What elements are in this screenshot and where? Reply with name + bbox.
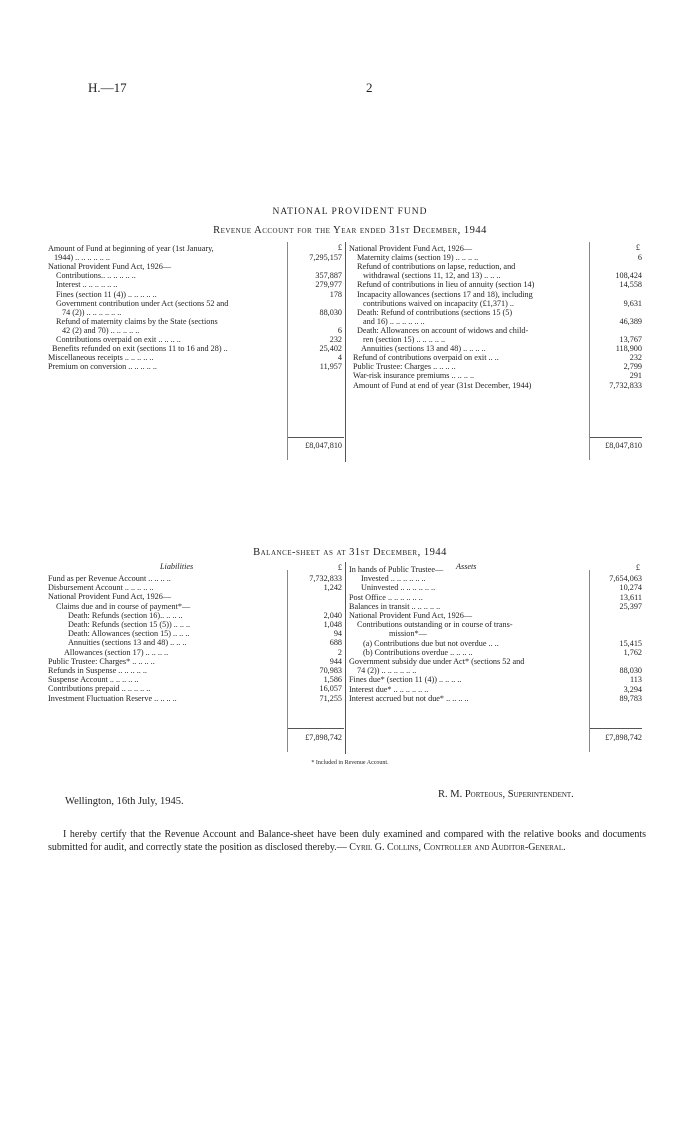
- balance-left-total-rule: [288, 728, 344, 729]
- revenue-left-row-amount: 11,957: [319, 362, 342, 372]
- revenue-right-row-label: Maternity claims (section 19) .. .. .. ..: [357, 253, 479, 263]
- balance-right-row-amount: 1,762: [623, 647, 642, 657]
- revenue-left-row-amount: 178: [329, 289, 342, 299]
- revenue-right-row-label: withdrawal (sections 11, 12, and 13) .. .. ..: [363, 271, 501, 281]
- balance-left-currency: £: [337, 563, 342, 572]
- revenue-left-row-label: Premium on conversion .. .. .. .. ..: [48, 362, 157, 372]
- revenue-right-row-label: War-risk insurance premiums .. .. .. ..: [353, 371, 475, 381]
- balance-left-row-amount: 1,048: [323, 620, 342, 629]
- revenue-divider: [345, 242, 346, 462]
- revenue-left-total: £8,047,810: [305, 441, 342, 450]
- revenue-left-row-label: Contributions.. .. .. .. .. ..: [56, 271, 136, 281]
- balance-left-row-label: Contributions prepaid .. .. .. .. ..: [48, 684, 151, 694]
- revenue-right-row-amount: 291: [629, 371, 642, 381]
- audit-certificate: [48, 828, 646, 854]
- balance-right-row-label: In hands of Public Trustee—: [349, 565, 444, 574]
- revenue-left-row-label: Contributions overpaid on exit .. .. .. ..: [56, 335, 181, 344]
- revenue-left-total-rule: [288, 437, 344, 438]
- balance-right-row-label: (b) Contributions overdue .. .. .. ..: [363, 647, 473, 657]
- revenue-right-row-amount: 232: [629, 353, 642, 363]
- balance-right-row-amount: 3,294: [623, 684, 642, 694]
- revenue-right-row-amount: 14,558: [619, 280, 642, 290]
- balance-left-row-label: National Provident Fund Act, 1926—: [48, 592, 172, 602]
- revenue-right-row-label: Death: Allowances on account of widows and child-: [357, 325, 529, 335]
- revenue-right-row-label: Annuities (sections 13 and 48) .. .. .. ..: [361, 344, 486, 354]
- liabilities-heading: Liabilities: [160, 562, 194, 571]
- revenue-right-row-amount: 13,767: [619, 335, 642, 344]
- balance-left-row-label: Allowances (section 17) .. .. .. ..: [64, 647, 169, 657]
- balance-right-row-amount: 13,611: [619, 592, 642, 602]
- balance-right-row-label: National Provident Fund Act, 1926—: [349, 611, 473, 620]
- revenue-right-row-amount: 7,732,833: [609, 380, 642, 390]
- balance-left-row-amount: 2,040: [323, 610, 342, 620]
- revenue-left-row-label: Government contribution under Act (sections 52 and: [56, 298, 229, 308]
- balance-left-row-label: Death: Allowances (section 15) .. .. ..: [68, 629, 190, 639]
- signature: R. M. Porteous, Superintendent.: [438, 789, 574, 800]
- revenue-right-row-amount: 2,799: [623, 362, 642, 372]
- revenue-left-row-amount: 232: [329, 335, 342, 344]
- revenue-left-row-label: Refund of maternity claims by the State (sections: [56, 316, 218, 326]
- date-line: Wellington, 16th July, 1945.: [65, 796, 184, 807]
- revenue-right-row-label: Refund of contributions on lapse, reduction, and: [357, 262, 516, 272]
- auditor-signature: Cyril G. Collins, Controller and Auditor-General.: [349, 842, 566, 853]
- revenue-left-row-label: Benefits refunded on exit (sections 11 to 16 and 28) ..: [52, 344, 228, 354]
- balance-left-row-amount: 94: [333, 629, 342, 639]
- revenue-left-row-label: Fines (section 11 (4)) .. .. .. .. ..: [56, 289, 157, 299]
- balance-right-row-label: Fines due* (section 11 (4)) .. .. .. ..: [349, 675, 462, 685]
- balance-right-row-amount: 15,415: [619, 638, 642, 648]
- balance-left-row-amount: 70,983: [319, 666, 342, 675]
- revenue-right-currency: £: [635, 243, 640, 252]
- footnote: * Included in Revenue Account.: [311, 760, 389, 766]
- balance-left-row-amount: 71,255: [319, 693, 342, 703]
- balance-right-row-amount: 88,030: [619, 666, 642, 676]
- revenue-right-row-label: Death: Refund of contributions (sections 15 (5): [357, 307, 513, 317]
- balance-left-row-label: Fund as per Revenue Account .. .. .. ..: [48, 574, 171, 583]
- balance-right-row-label: Government subsidy due under Act* (sections 52 and: [349, 657, 525, 666]
- revenue-left-currency: £: [337, 243, 342, 252]
- revenue-right-row-label: National Provident Fund Act, 1926—: [349, 244, 473, 253]
- revenue-right-row-label: ren (section 15) .. .. .. .. ..: [363, 335, 446, 344]
- revenue-right-row-label: Refund of contributions in lieu of annuity (section 14): [357, 280, 535, 290]
- balance-right-row-label: Contributions outstanding or in course of trans-: [357, 620, 513, 630]
- balance-right-total-rule: [590, 728, 642, 729]
- balance-right-row-amount: 7,654,063: [609, 574, 642, 584]
- balance-right-row-label: Interest due* .. .. .. .. .. ..: [349, 684, 429, 694]
- revenue-account-title: Revenue Account for the Year ended 31st December, 1944: [213, 225, 487, 236]
- revenue-right-row-label: contributions waived on incapacity (£1,371) ..: [363, 298, 514, 308]
- balance-right-row-label: Interest accrued but not due* .. .. .. ..: [349, 693, 469, 703]
- balance-right-row-label: Invested .. .. .. .. .. ..: [361, 574, 426, 584]
- revenue-left-row-label: 74 (2)) .. .. .. .. .. ..: [62, 307, 122, 317]
- balance-left-row-label: Suspense Account .. .. .. .. ..: [48, 675, 139, 685]
- revenue-right-row-amount: 46,389: [619, 316, 642, 326]
- fund-title: NATIONAL PROVIDENT FUND: [272, 207, 428, 217]
- balance-right-row-label: 74 (2)) .. .. .. .. .. ..: [357, 666, 417, 676]
- revenue-right-row-label: Amount of Fund at end of year (31st December, 1944): [353, 380, 532, 390]
- balance-left-row-label: Refunds in Suspense .. .. .. .. ..: [48, 666, 147, 675]
- page-number: 2: [366, 80, 373, 95]
- balance-right-row-label: Uninvested .. .. .. .. .. ..: [361, 583, 436, 593]
- balance-right-row-amount: 25,397: [619, 601, 642, 611]
- balance-left-row-label: Public Trustee: Charges* .. .. .. ..: [48, 656, 155, 666]
- balance-right-row-label: mission*—: [389, 629, 427, 639]
- balance-right-row-label: Post Office .. .. .. .. .. ..: [349, 592, 423, 602]
- balance-left-row-label: Disbursement Account .. .. .. .. ..: [48, 583, 154, 593]
- revenue-left-row-label: National Provident Fund Act, 1926—: [48, 262, 172, 272]
- balance-right-row-amount: 113: [630, 675, 642, 685]
- revenue-left-row-label: Interest .. .. .. .. .. ..: [56, 280, 118, 290]
- balance-left-row-label: Investment Fluctuation Reserve .. .. .. ..: [48, 693, 177, 703]
- certificate-text: I hereby certify that the Revenue Account and Balance-sheet have been duly examined and compared with the relative books and documents submitted for audit, and correctly state the position as disclosed thereby.—: [48, 829, 646, 853]
- revenue-left-row-label: Miscellaneous receipts .. .. .. .. ..: [48, 353, 154, 363]
- balance-left-row-amount: 1,242: [323, 583, 342, 593]
- revenue-right-row-amount: 118,900: [615, 344, 642, 354]
- balance-left-row-amount: 7,732,833: [309, 574, 342, 583]
- balance-divider: [345, 562, 346, 754]
- balance-left-row-label: Annuities (sections 13 and 48) .. .. ..: [68, 638, 187, 648]
- balance-right-row-label: Balances in transit .. .. .. .. ..: [349, 601, 441, 611]
- revenue-left-row-amount: 6: [337, 325, 342, 335]
- balance-left-row-amount: 688: [329, 638, 342, 648]
- balance-left-row-amount: 944: [329, 656, 342, 666]
- revenue-left-row-amount: 279,977: [315, 280, 342, 290]
- revenue-left-row-amount: 25,402: [319, 344, 342, 354]
- revenue-left-row-label: 42 (2) and 70) .. .. .. .. ..: [62, 325, 140, 335]
- balance-sheet-title: Balance-sheet as at 31st December, 1944: [253, 547, 447, 558]
- balance-left-row-amount: 1,586: [323, 675, 342, 685]
- balance-left-row-label: Claims due and in course of payment*—: [56, 601, 191, 611]
- balance-right-currency: £: [635, 563, 640, 572]
- revenue-left-row-amount: 88,030: [319, 307, 342, 317]
- revenue-right-row-amount: 9,631: [623, 298, 642, 308]
- balance-right-row-amount: 10,274: [619, 583, 642, 593]
- balance-left-row-label: Death: Refunds (section 16).. .. .. ..: [68, 610, 183, 620]
- balance-right-total: £7,898,742: [605, 733, 642, 742]
- document-reference: H.—17: [88, 80, 127, 95]
- revenue-left-row-amount: 7,295,157: [309, 253, 342, 263]
- revenue-right-row-label: and 16) .. .. .. .. .. ..: [363, 316, 425, 326]
- balance-right-row-label: (a) Contributions due but not overdue .. ..: [363, 638, 499, 648]
- revenue-right-row-amount: 108,424: [615, 271, 642, 281]
- balance-left-total: £7,898,742: [305, 733, 342, 742]
- revenue-right-row-amount: 6: [637, 253, 642, 263]
- revenue-right-row-label: Public Trustee: Charges .. .. .. ..: [353, 362, 456, 372]
- revenue-right-row-label: Incapacity allowances (sections 17 and 18), including: [357, 289, 533, 299]
- balance-left-row-label: Death: Refunds (section 15 (5)) .. .. ..: [68, 620, 191, 629]
- balance-left-row-amount: 2: [337, 647, 342, 657]
- revenue-right-total: £8,047,810: [605, 441, 642, 450]
- revenue-left-row-label: Amount of Fund at beginning of year (1st January,: [48, 244, 214, 253]
- revenue-left-row-amount: 357,887: [315, 271, 342, 281]
- revenue-right-total-rule: [590, 437, 642, 438]
- revenue-left-row-label: 1944) .. .. .. .. .. ..: [54, 253, 110, 263]
- balance-right-row-amount: 89,783: [619, 693, 642, 703]
- revenue-left-row-amount: 4: [337, 353, 342, 363]
- revenue-right-row-label: Refund of contributions overpaid on exit .. ..: [353, 353, 499, 363]
- assets-heading: Assets: [456, 562, 477, 571]
- balance-left-row-amount: 16,057: [319, 684, 342, 694]
